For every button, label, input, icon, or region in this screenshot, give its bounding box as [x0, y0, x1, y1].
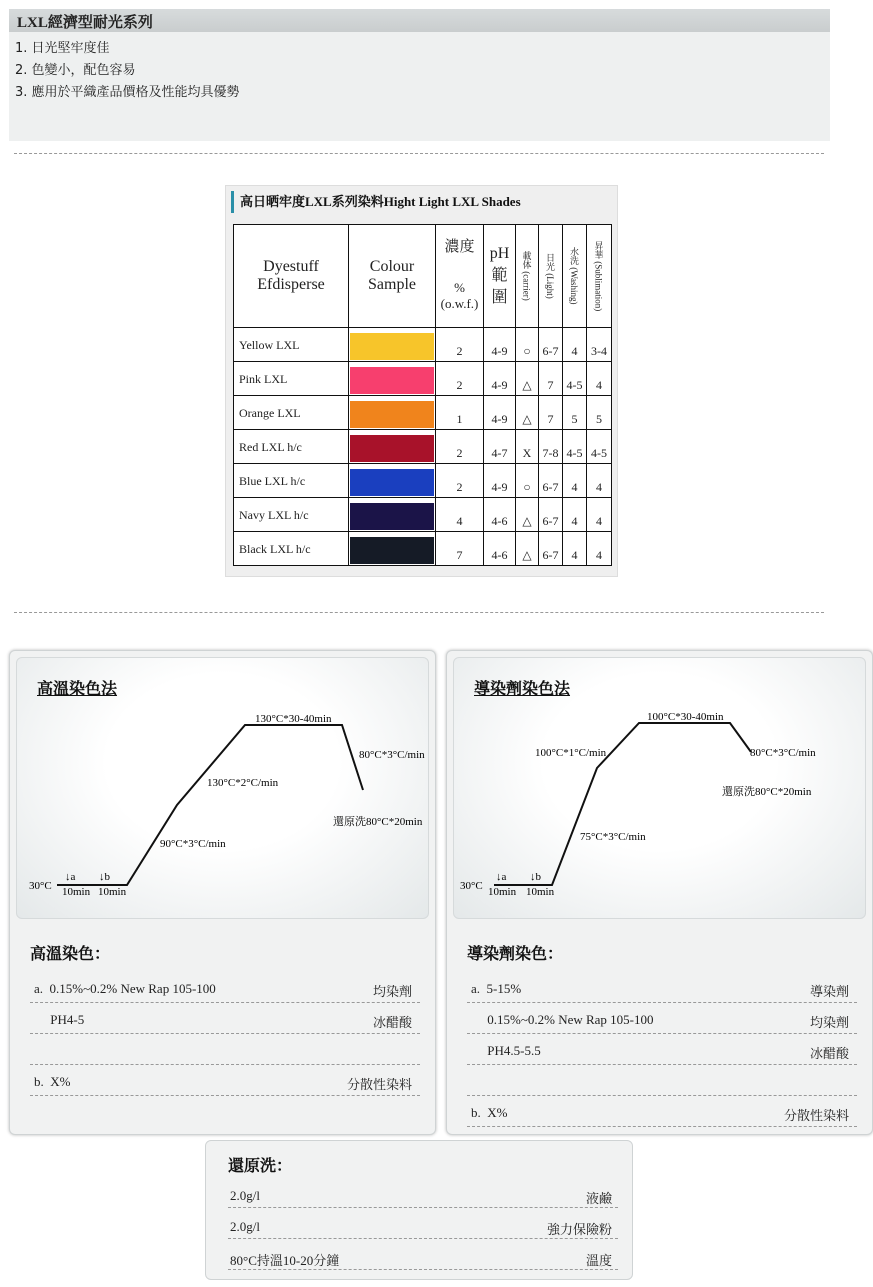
formula-ingredient: b. X%: [34, 1074, 71, 1089]
ramp2-label: 100°C*1°C/min: [535, 747, 607, 759]
sublimation-fastness-cell: 3-4: [587, 328, 612, 362]
header-conc-line3: (o.w.f.): [440, 296, 479, 311]
temperature-profile-chart: [454, 658, 867, 920]
wash-rows: [228, 1177, 618, 1270]
header-sublimation: [587, 225, 612, 328]
divider: [14, 612, 824, 613]
header-dyestuff: [234, 225, 349, 328]
ph-range-cell: 4-9: [484, 396, 516, 430]
sublimation-fastness-cell: 4: [587, 532, 612, 566]
shades-title: 高日晒牢度LXL系列染料Hight Light LXL Shades: [231, 191, 611, 213]
start-temp-label: 30°C: [460, 880, 483, 892]
formula-ingredient: PH4.5-5.5: [471, 1043, 541, 1058]
colour-swatch: [350, 469, 434, 496]
washing-fastness-cell: 4-5: [563, 362, 587, 396]
formula-ingredient: 2.0g/l: [230, 1188, 260, 1203]
formula-rows: [467, 972, 857, 1127]
feature-item: 3. 應用於平織產品價格及性能均具優勢: [15, 85, 240, 100]
time2-label: 10min: [98, 886, 127, 898]
time2-label: 10min: [526, 886, 555, 898]
temperature-curve: [57, 725, 363, 885]
carrier-formula: [467, 941, 857, 1127]
formula-row: [228, 1177, 618, 1208]
formula-row: [467, 1065, 857, 1096]
concentration-cell: 2: [436, 430, 484, 464]
divider: [14, 153, 824, 154]
reduce-label: 還原洗80°C*20min: [333, 816, 423, 828]
formula-title: 導染劑染色：: [467, 946, 564, 963]
colour-swatch: [350, 333, 434, 360]
formula-function: 均染劑: [809, 1015, 849, 1030]
formula-rows: [30, 972, 420, 1096]
washing-fastness-cell: 4-5: [563, 430, 587, 464]
shades-body: [234, 328, 612, 566]
high-temp-graph: [16, 657, 429, 919]
formula-row: [30, 972, 420, 1003]
carrier-cell: △: [516, 396, 539, 430]
formula-row: [30, 1065, 420, 1096]
table-row: [234, 498, 612, 532]
formula-row: [467, 1096, 857, 1127]
colour-swatch: [350, 537, 434, 564]
light-fastness-cell: 6-7: [539, 464, 563, 498]
carrier-panel: [446, 650, 873, 1135]
reduce-label: 還原洗80°C*20min: [722, 786, 812, 798]
high-temp-formula: [30, 941, 420, 1096]
formula-ingredient: a. 0.15%~0.2% New Rap 105-100: [34, 981, 216, 996]
table-row: [234, 532, 612, 566]
colour-swatch-cell: [349, 498, 436, 532]
header-ph-line3: 圍: [491, 289, 508, 306]
formula-ingredient: 2.0g/l: [230, 1219, 260, 1234]
header-washing-text: 水洗 (Washing): [569, 247, 579, 305]
dye-name-cell: Blue LXL h/c: [234, 464, 349, 498]
formula-function: 溫度: [585, 1253, 612, 1268]
sublimation-fastness-cell: 4: [587, 362, 612, 396]
header-ph-line2: 範: [491, 267, 508, 284]
header-conc-line2: %: [454, 280, 465, 295]
colour-swatch-cell: [349, 328, 436, 362]
header-ph: [484, 225, 516, 328]
time1-label: 10min: [62, 886, 91, 898]
table-row: [234, 430, 612, 464]
step-a-label: ↓a: [65, 871, 76, 883]
colour-swatch-cell: [349, 430, 436, 464]
washing-fastness-cell: 5: [563, 396, 587, 430]
formula-ingredient: 80°C持溫10-20分鐘: [230, 1253, 340, 1268]
formula-function: 導染劑: [809, 984, 849, 999]
sublimation-fastness-cell: 4: [587, 498, 612, 532]
dye-name-cell: Orange LXL: [234, 396, 349, 430]
feature-item: 1. 日光堅牢度佳: [15, 41, 110, 56]
formula-row: [467, 1003, 857, 1034]
feature-list: [9, 32, 830, 110]
dye-name-cell: Black LXL h/c: [234, 532, 349, 566]
high-temp-panel: [9, 650, 436, 1135]
dye-name-cell: Red LXL h/c: [234, 430, 349, 464]
panel-title: 高溫染色法: [37, 681, 118, 698]
light-fastness-cell: 6-7: [539, 498, 563, 532]
temperature-profile-chart: [17, 658, 430, 920]
formula-ingredient: PH4-5: [34, 1012, 85, 1027]
colour-swatch: [350, 435, 434, 462]
formula-function: 分散性染料: [346, 1077, 412, 1092]
light-fastness-cell: 7: [539, 396, 563, 430]
header-dyestuff-line2: Efdisperse: [257, 276, 325, 293]
colour-swatch: [350, 503, 434, 530]
sublimation-fastness-cell: 4-5: [587, 430, 612, 464]
formula-row: [228, 1208, 618, 1239]
formula-function: 均染劑: [372, 984, 412, 999]
header-colour: [349, 225, 436, 328]
dye-name-cell: Navy LXL h/c: [234, 498, 349, 532]
reduction-wash-panel: [205, 1140, 633, 1280]
formula-function: 冰醋酸: [372, 1015, 412, 1030]
light-fastness-cell: 7: [539, 362, 563, 396]
header-carrier: [516, 225, 539, 328]
carrier-cell: ○: [516, 464, 539, 498]
section-title: LXL經濟型耐光系列: [9, 9, 830, 32]
formula-function: 冰醋酸: [809, 1046, 849, 1061]
formula-title: 高溫染色：: [30, 946, 111, 963]
light-fastness-cell: 7-8: [539, 430, 563, 464]
header-light-text: 日光 (Light): [545, 253, 555, 299]
colour-swatch-cell: [349, 362, 436, 396]
washing-fastness-cell: 4: [563, 328, 587, 362]
header-concentration: [436, 225, 484, 328]
ph-range-cell: 4-9: [484, 464, 516, 498]
ramp1-label: 90°C*3°C/min: [160, 838, 226, 850]
formula-row: [467, 972, 857, 1003]
ramp2-label: 130°C*2°C/min: [207, 777, 279, 789]
concentration-cell: 7: [436, 532, 484, 566]
carrier-cell: △: [516, 532, 539, 566]
step-b-label: ↓b: [530, 871, 541, 883]
header-washing: [563, 225, 587, 328]
hold-label: 130°C*30-40min: [255, 713, 332, 725]
table-row: [234, 396, 612, 430]
formula-function: 液鹼: [585, 1191, 612, 1206]
temperature-curve: [494, 723, 751, 885]
colour-swatch-cell: [349, 532, 436, 566]
header-conc-line1: 濃度: [444, 239, 475, 255]
ph-range-cell: 4-9: [484, 328, 516, 362]
hold-label: 100°C*30-40min: [647, 711, 724, 723]
colour-swatch: [350, 401, 434, 428]
formula-function: 強力保險粉: [546, 1222, 612, 1237]
sublimation-fastness-cell: 4: [587, 464, 612, 498]
step-a-label: ↓a: [496, 871, 507, 883]
header-carrier-text: 載体 (carrier): [521, 251, 532, 301]
header-dyestuff-line1: Dyestuff: [263, 258, 319, 275]
table-row: [234, 362, 612, 396]
ph-range-cell: 4-9: [484, 362, 516, 396]
header-sublimation-text: 昇華 (Sublimation): [593, 240, 604, 312]
carrier-cell: ○: [516, 328, 539, 362]
cool-label: 80°C*3°C/min: [359, 749, 425, 761]
ph-range-cell: 4-6: [484, 498, 516, 532]
formula-row: [467, 1034, 857, 1065]
concentration-cell: 2: [436, 464, 484, 498]
table-header-row: [234, 225, 612, 328]
ph-range-cell: 4-6: [484, 532, 516, 566]
formula-function: 分散性染料: [783, 1108, 849, 1123]
table-row: [234, 464, 612, 498]
formula-row: [30, 1034, 420, 1065]
formula-row: [228, 1239, 618, 1270]
header-light: [539, 225, 563, 328]
washing-fastness-cell: 4: [563, 532, 587, 566]
table-row: [234, 328, 612, 362]
light-fastness-cell: 6-7: [539, 532, 563, 566]
concentration-cell: 4: [436, 498, 484, 532]
header-colour-line2: Sample: [368, 276, 416, 293]
carrier-cell: X: [516, 430, 539, 464]
step-b-label: ↓b: [99, 871, 110, 883]
ph-range-cell: 4-7: [484, 430, 516, 464]
header-colour-line1: Colour: [369, 258, 415, 275]
sublimation-fastness-cell: 5: [587, 396, 612, 430]
carrier-cell: △: [516, 498, 539, 532]
feature-item: 2. 色變小，配色容易: [15, 63, 136, 78]
formula-ingredient: b. X%: [471, 1105, 508, 1120]
formula-row: [30, 1003, 420, 1034]
time1-label: 10min: [488, 886, 517, 898]
carrier-cell: △: [516, 362, 539, 396]
concentration-cell: 1: [436, 396, 484, 430]
shades-table: [233, 224, 612, 566]
light-fastness-cell: 6-7: [539, 328, 563, 362]
formula-ingredient: a. 5-15%: [471, 981, 522, 996]
dye-name-cell: Yellow LXL: [234, 328, 349, 362]
wash-title: 還原洗：: [228, 1158, 293, 1175]
shades-table-card: [225, 185, 618, 577]
washing-fastness-cell: 4: [563, 498, 587, 532]
colour-swatch-cell: [349, 464, 436, 498]
cool-label: 80°C*3°C/min: [750, 747, 816, 759]
colour-swatch-cell: [349, 396, 436, 430]
intro-section: [9, 9, 830, 141]
formula-ingredient: 0.15%~0.2% New Rap 105-100: [471, 1012, 654, 1027]
colour-swatch: [350, 367, 434, 394]
ramp1-label: 75°C*3°C/min: [580, 831, 646, 843]
start-temp-label: 30°C: [29, 880, 52, 892]
panel-title: 導染劑染色法: [474, 681, 571, 698]
concentration-cell: 2: [436, 328, 484, 362]
carrier-graph: [453, 657, 866, 919]
dye-name-cell: Pink LXL: [234, 362, 349, 396]
header-ph-line1: pH: [489, 245, 510, 262]
concentration-cell: 2: [436, 362, 484, 396]
washing-fastness-cell: 4: [563, 464, 587, 498]
